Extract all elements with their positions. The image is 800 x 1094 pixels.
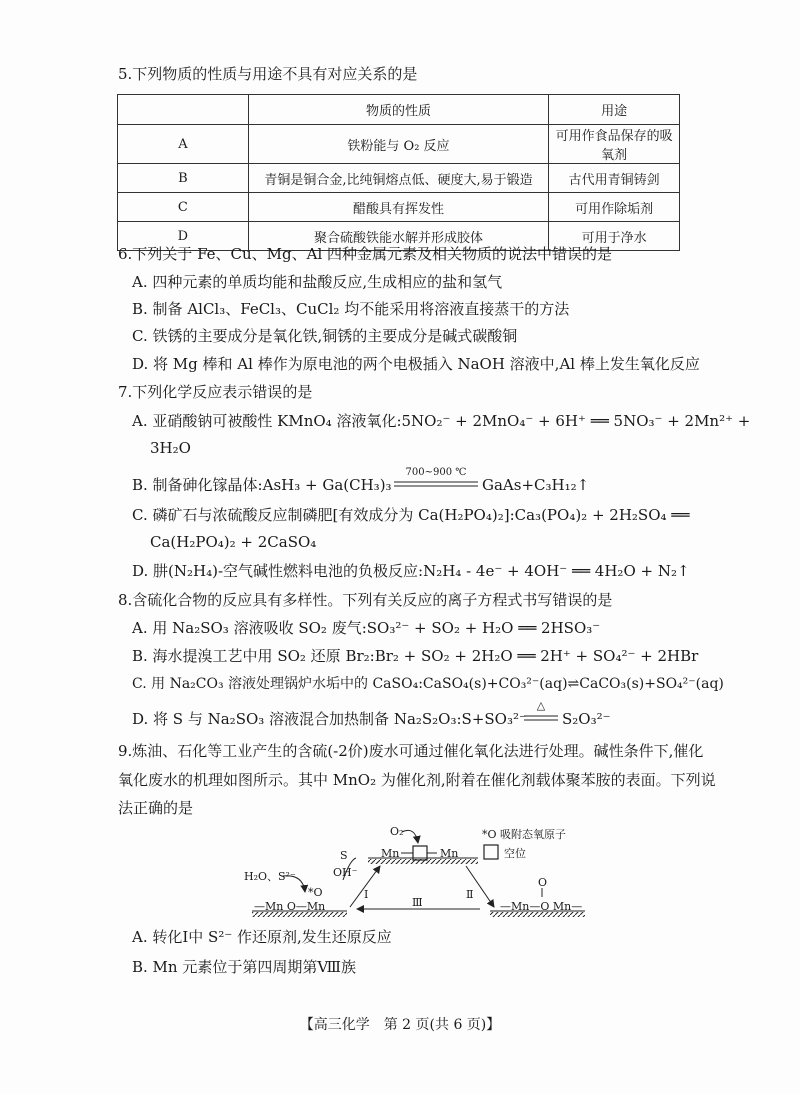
table-cell: 古代用青铜铸剑 [549,164,680,193]
table-cell: 铁粉能与 O₂ 反应 [248,125,548,164]
label-reactants: H₂O、S²⁻ [244,870,296,883]
q9-option-b: B. Mn 元素位于第四周期第Ⅷ族 [132,958,356,976]
table-cell: 可用作除垢剂 [549,193,680,222]
label-o2: O₂ [390,825,404,838]
q5-stem: 5.下列物质的性质与用途不具有对应关系的是 [118,65,418,83]
label-step-2: Ⅱ [466,888,474,901]
page-footer: 【高三化学 第 2 页(共 6 页)】 [299,1017,501,1033]
q6-option-b: B. 制备 AlCl₃、FeCl₃、CuCl₂ 均不能采用将溶液直接蒸干的方法 [132,300,570,318]
table-cell: A [118,125,249,164]
table-cell: 聚合硫酸铁能水解并形成胶体 [248,222,548,251]
q6-option-d: D. 将 Mg 棒和 Al 棒作为原电池的两个电极插入 NaOH 溶液中,Al 棒上发生氧化反应 [132,355,700,373]
label-left-chain: —Mn O—Mn [254,900,326,913]
label-s: S [340,849,348,862]
label-mn-left: Mn [381,847,400,860]
q9-stem-2: 氧化废水的机理如图所示。其中 MnO₂ 为催化剂,附着在催化剂载体聚苯胺的表面。下列说 [118,771,716,789]
legend-o: *O 吸附态氧原子 [482,828,567,841]
label-oh: OH⁻ [333,866,358,879]
table-cell: 醋酸具有挥发性 [248,193,548,222]
q8-option-a: A. 用 Na₂SO₃ 溶液吸收 SO₂ 废气:SO₃²⁻ + SO₂ + H₂O ══ 2HSO₃⁻ [132,619,601,637]
q8-option-d-condition: △ [536,699,546,712]
q6-option-a: A. 四种元素的单质均能和盐酸反应,生成相应的盐和氢气 [132,273,503,291]
q6-option-c: C. 铁锈的主要成分是氧化铁,铜锈的主要成分是碱式碳酸铜 [132,327,518,345]
table-header: 物质的性质 [248,95,548,125]
q7-option-d: D. 肼(N₂H₄)-空气碱性燃料电池的负极反应:N₂H₄ - 4e⁻ + 4OH⁻ ══ 4H₂O + N₂↑ [132,562,690,580]
q7-option-b-condition: 700~900 ℃ [405,467,467,478]
q7-option-c: C. 磷矿石与浓硫酸反应制磷肥[有效成分为 Ca(H₂PO₄)₂]:Ca₃(PO₄)₂ + 2H₂SO₄ ══ [132,506,690,524]
table-cell: C [118,193,249,222]
legend-vacancy: 空位 [504,847,526,860]
table-cell: 青铜是铜合金,比纯铜熔点低、硬度大,易于锻造 [248,164,548,193]
label-step-1: Ⅰ [364,888,369,901]
label-right-chain: —Mn—O Mn— [500,900,583,913]
label-star-o: *O [308,886,323,899]
q9-stem-3: 法正确的是 [118,799,194,817]
q7-stem: 7.下列化学反应表示错误的是 [118,383,313,401]
table-cell: D [118,222,249,251]
legend-vacancy-icon [484,845,498,859]
q7-option-b-pre: B. 制备砷化镓晶体:AsH₃ + Ga(CH₃)₃ [132,476,392,494]
label-step-3: Ⅲ [412,896,423,909]
q8-stem: 8.含硫化合物的反应具有多样性。下列有关反应的离子方程式书写错误的是 [118,591,613,609]
label-mn-right: Mn [440,847,459,860]
q8-option-c: C. 用 Na₂CO₃ 溶液处理锅炉水垢中的 CaSO₄:CaSO₄(s)+CO₃²⁻(aq)⇌CaCO₃(s)+SO₄²⁻(aq) [132,676,724,692]
table-cell: B [118,164,249,193]
q9-option-a: A. 转化Ⅰ中 S²⁻ 作还原剂,发生还原反应 [132,928,392,946]
q9-stem-1: 9.炼油、石化等工业产生的含硫(-2价)废水可通过催化氧化法进行处理。碱性条件下,催化 [118,742,704,760]
q7-option-c-cont: Ca(H₂PO₄)₂ + 2CaSO₄ [150,533,317,551]
q8-option-b: B. 海水提溴工艺中用 SO₂ 还原 Br₂:Br₂ + SO₂ + 2H₂O ══ 2H⁺ + SO₄²⁻ + 2HBr [132,647,699,665]
o2-adsorb-arrow [402,830,418,843]
q6-stem: 6.下列关于 Fe、Cu、Mg、Al 四种金属元素及相关物质的说法中错误的是 [118,245,613,263]
table-header: 用途 [549,95,680,125]
q7-option-a: A. 亚硝酸钠可被酸性 KMnO₄ 溶液氧化:5NO₂⁻ + 2MnO₄⁻ + 6H⁺ ══ 5NO₃⁻ + 2Mn²⁺ + [132,412,751,430]
q8-option-d-post: S₂O₃²⁻ [562,710,611,728]
table-cell: 可用于净水 [549,222,680,251]
q8-option-d-pre: D. 将 S 与 Na₂SO₃ 溶液混合加热制备 Na₂S₂O₃:S+SO₃²⁻ [132,710,527,728]
q7-option-a-cont: 3H₂O [150,439,191,457]
q7-option-b-post: GaAs+C₃H₁₂↑ [482,476,590,494]
label-o-top: O [538,876,548,889]
table-cell: 可用作食品保存的吸氧剂 [549,125,680,164]
